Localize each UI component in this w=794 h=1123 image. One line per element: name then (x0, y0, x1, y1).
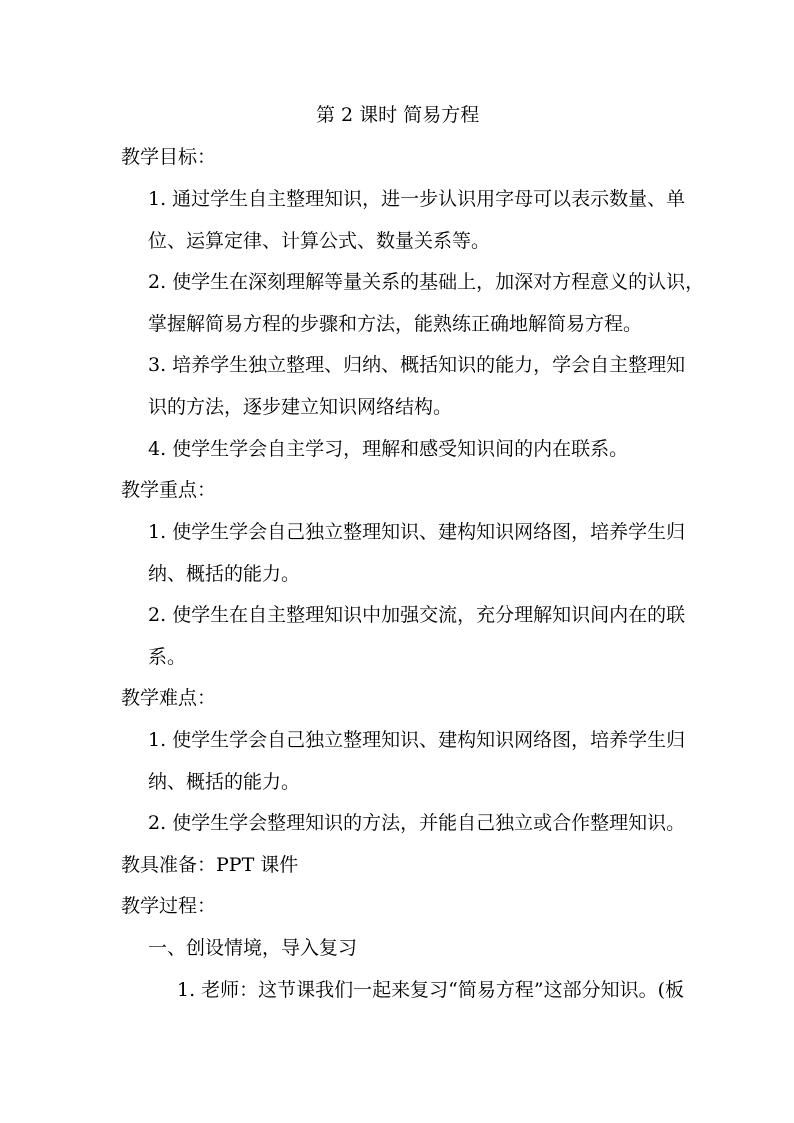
page-title: 第 2 课时 简易方程 (316, 104, 480, 126)
key-points-heading: 教学重点： (121, 479, 217, 501)
key-point-1-line-2: 纳、概括的能力。 (148, 563, 301, 585)
objective-1-line-1: 1. 通过学生自主整理知识，进一步认识用字母可以表示数量、单 (148, 188, 686, 210)
objectives-heading: 教学目标： (121, 146, 217, 168)
difficulties-heading: 教学难点： (121, 687, 217, 709)
objective-3-line-1: 3. 培养学生独立整理、归纳、概括知识的能力，学会自主整理知 (148, 354, 686, 376)
difficulty-1-line-2: 纳、概括的能力。 (148, 771, 301, 793)
objective-2-line-2: 掌握解简易方程的步骤和方法，能熟练正确地解简易方程。 (148, 313, 643, 335)
key-point-1-line-1: 1. 使学生学会自己独立整理知识、建构知识网络图，培养学生归 (148, 521, 686, 543)
objective-1-line-2: 位、运算定律、计算公式、数量关系等。 (148, 230, 491, 252)
key-point-2-line-1: 2. 使学生在自主整理知识中加强交流，充分理解知识间内在的联 (148, 604, 686, 626)
objective-4-line-1: 4. 使学生学会自主学习，理解和感受知识间的内在联系。 (148, 438, 629, 460)
process-section-1: 一、创设情境，导入复习 (148, 937, 358, 959)
objective-2-line-1: 2. 使学生在深刻理解等量关系的基础上，加深对方程意义的认识， (148, 271, 705, 293)
difficulty-2-line-1: 2. 使学生学会整理知识的方法，并能自己独立或合作整理知识。 (148, 812, 686, 834)
key-point-2-line-2: 系。 (148, 646, 187, 668)
materials-line: 教具准备：PPT 课件 (121, 854, 299, 876)
process-step-1: 1. 老师：这节课我们一起来复习“简易方程”这部分知识。(板 (177, 979, 685, 1001)
process-heading: 教学过程： (121, 895, 217, 917)
difficulty-1-line-1: 1. 使学生学会自己独立整理知识、建构知识网络图，培养学生归 (148, 729, 686, 751)
objective-3-line-2: 识的方法，逐步建立知识网络结构。 (148, 396, 453, 418)
